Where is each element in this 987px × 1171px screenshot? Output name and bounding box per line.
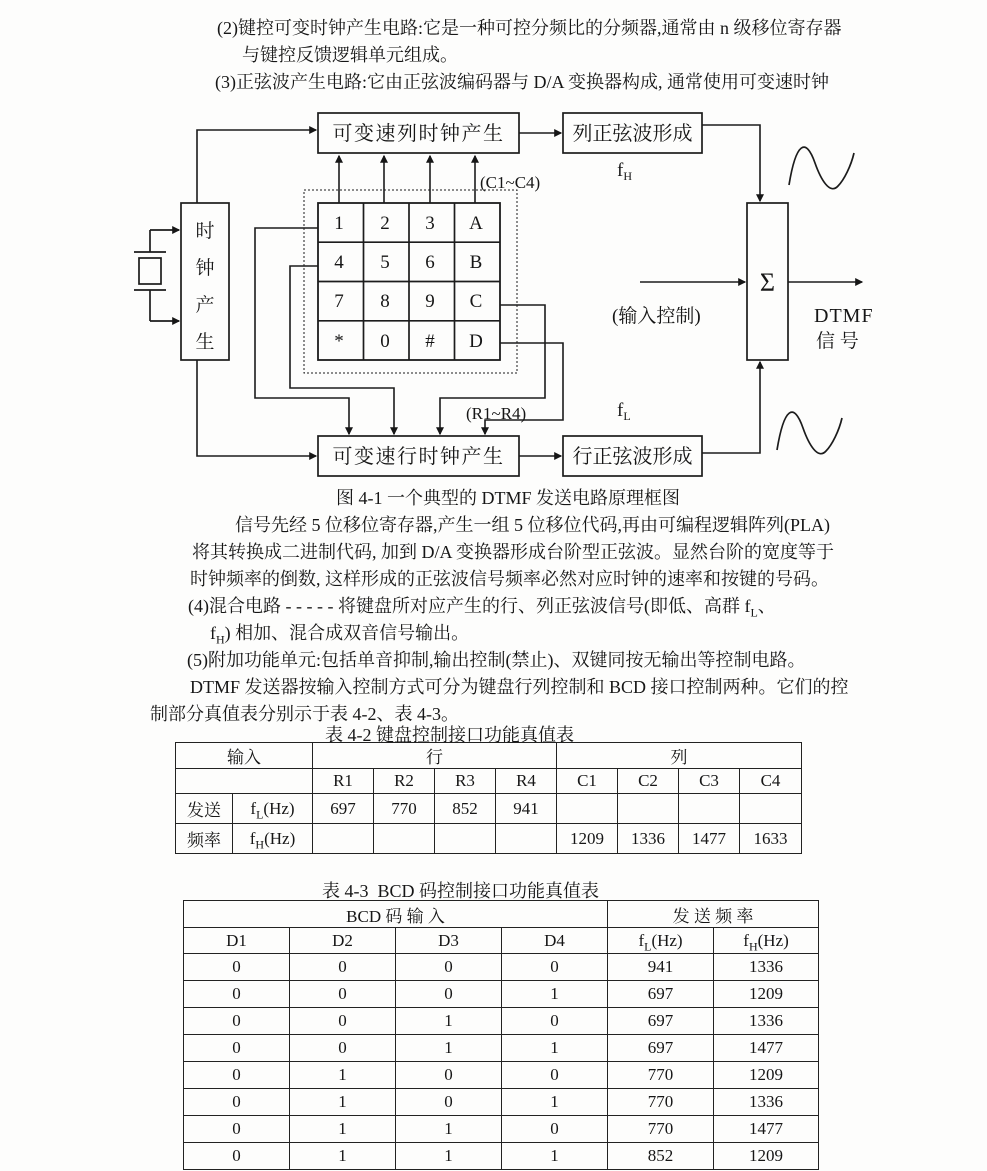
svg-text:3: 3 [425, 213, 435, 234]
header-cell: D2 [290, 928, 396, 954]
svg-text:6: 6 [425, 252, 435, 273]
svg-text:生: 生 [195, 332, 215, 353]
header-cell: R3 [435, 769, 496, 794]
header-cell: 输入 [176, 743, 313, 769]
intro-line-3: (3)正弦波产生电路:它由正弦波编码器与 D/A 变换器构成, 通常使用可变速时钟 [215, 72, 829, 92]
data-cell: 0 [184, 1062, 290, 1089]
data-cell: 1 [396, 1008, 502, 1035]
data-cell: 941 [496, 794, 557, 824]
header-cell: D3 [396, 928, 502, 954]
svg-text:D: D [469, 331, 483, 352]
dtmf-output-label: DTMF [814, 305, 874, 327]
data-cell: 1 [290, 1116, 396, 1143]
table-4-3-title: 表 4-3 BCD 码控制接口功能真值表 [322, 881, 600, 901]
data-cell: 0 [290, 954, 396, 981]
data-cell: 852 [435, 794, 496, 824]
data-cell: 770 [608, 1116, 714, 1143]
data-cell: 1209 [714, 1143, 819, 1170]
table-4-2 [175, 742, 802, 854]
data-cell: 1 [502, 981, 608, 1008]
data-cell: 0 [396, 981, 502, 1008]
data-cell: 0 [396, 954, 502, 981]
svg-text:5: 5 [380, 252, 390, 273]
data-cell: 1 [396, 1116, 502, 1143]
row-range-label: (R1~R4) [466, 404, 527, 423]
data-cell: 697 [608, 1008, 714, 1035]
row-clock-label: 可变速行时钟产生 [332, 446, 505, 468]
header-cell: $f_H(Hz)$ [714, 928, 819, 954]
sine-wave-low-icon [777, 412, 842, 454]
data-cell: 0 [184, 954, 290, 981]
data-cell: 0 [290, 1008, 396, 1035]
data-cell [679, 794, 740, 824]
data-cell: 0 [290, 981, 396, 1008]
svg-text:7: 7 [334, 291, 344, 312]
data-cell: 0 [184, 1143, 290, 1170]
data-cell: 1633 [740, 824, 802, 854]
data-cell: 1 [290, 1089, 396, 1116]
body-line-3: 时钟频率的倒数, 这样形成的正弦波信号频率必然对应时钟的速率和按键的号码。 [190, 569, 829, 589]
body-line-7: DTMF 发送器按输入控制方式可分为键盘行列控制和 BCD 接口控制两种。它们的控 [190, 677, 849, 697]
svg-text:1: 1 [334, 213, 344, 234]
header-cell: C3 [679, 769, 740, 794]
svg-text:A: A [469, 213, 483, 234]
data-cell [496, 824, 557, 854]
data-cell [557, 794, 618, 824]
svg-text:0: 0 [380, 331, 390, 352]
data-cell: 1209 [557, 824, 618, 854]
data-cell: 1 [502, 1089, 608, 1116]
figure-4-1-diagram [0, 100, 987, 480]
intro-line-1: (2)键控可变时钟产生电路:它是一种可控分频比的分频器,通常由 n 级移位寄存器 [217, 18, 842, 38]
dtmf-output-label-2: 信 号 [816, 331, 859, 352]
data-cell: 1 [396, 1143, 502, 1170]
svg-text:9: 9 [425, 291, 435, 312]
data-cell: 697 [608, 981, 714, 1008]
data-cell: 0 [184, 1089, 290, 1116]
data-cell: 1477 [714, 1116, 819, 1143]
header-cell: C2 [618, 769, 679, 794]
input-control-label: (输入控制) [612, 306, 701, 327]
header-cell: C1 [557, 769, 618, 794]
data-cell: 852 [608, 1143, 714, 1170]
svg-text:8: 8 [380, 291, 390, 312]
header-cell: D4 [502, 928, 608, 954]
header-cell: 行 [313, 743, 557, 769]
svg-text:#: # [425, 331, 435, 352]
data-cell: 1336 [714, 1089, 819, 1116]
data-cell [740, 794, 802, 824]
data-cell: 0 [502, 1116, 608, 1143]
svg-text:2: 2 [380, 213, 390, 234]
header-cell: 发 送 频 率 [608, 901, 819, 928]
intro-line-2: 与键控反馈逻辑单元组成。 [242, 45, 458, 65]
svg-text:C: C [469, 291, 483, 312]
svg-text:产: 产 [195, 295, 215, 316]
svg-text:时: 时 [195, 221, 215, 242]
row-label-cell: 频率 [176, 824, 233, 854]
header-cell: R2 [374, 769, 435, 794]
row-sine-label: 行正弦波形成 [572, 446, 693, 468]
data-cell: 1336 [618, 824, 679, 854]
data-cell: 770 [374, 794, 435, 824]
svg-text:4: 4 [334, 252, 344, 273]
body-line-4: (4)混合电路 - - - - - 将键盘所对应产生的行、列正弦波信号(即低、高群 $f_L$、 [188, 596, 776, 620]
figure-caption: 图 4-1 一个典型的 DTMF 发送电路原理框图 [336, 488, 681, 508]
data-cell: 0 [290, 1035, 396, 1062]
header-cell: 列 [557, 743, 802, 769]
table-4-3 [183, 900, 819, 1170]
data-cell [618, 794, 679, 824]
header-cell [176, 769, 313, 794]
data-cell: 1336 [714, 1008, 819, 1035]
data-cell: 0 [184, 981, 290, 1008]
sine-wave-high-icon [789, 147, 854, 189]
body-line-6: (5)附加功能单元:包括单音抑制,输出控制(禁止)、双键同按无输出等控制电路。 [187, 650, 806, 670]
data-cell: 0 [396, 1089, 502, 1116]
data-cell: 0 [502, 1008, 608, 1035]
header-cell: $f_L(Hz)$ [608, 928, 714, 954]
svg-text:*: * [334, 331, 344, 352]
data-cell: 1 [290, 1062, 396, 1089]
header-cell: D1 [184, 928, 290, 954]
col-sine-label: 列正弦波形成 [572, 123, 693, 145]
crystal-oscillator-icon [134, 230, 179, 321]
data-cell: 0 [396, 1062, 502, 1089]
data-cell: 941 [608, 954, 714, 981]
data-cell: 770 [608, 1062, 714, 1089]
header-cell: BCD 码 输 入 [184, 901, 608, 928]
data-cell: 1209 [714, 1062, 819, 1089]
table-4-2-title: 表 4-2 键盘控制接口功能真值表 [325, 725, 574, 745]
data-cell: 0 [184, 1116, 290, 1143]
data-cell: 1 [396, 1035, 502, 1062]
data-cell: 1477 [679, 824, 740, 854]
row-label-cell: $f_H(Hz)$ [233, 824, 313, 854]
body-line-2: 将其转换成二进制代码, 加到 D/A 变换器形成台阶型正弦波。显然台阶的宽度等于 [192, 542, 835, 562]
fl-label: $f_L$ [617, 400, 631, 423]
col-clock-label: 可变速列时钟产生 [332, 123, 505, 145]
data-cell: 697 [608, 1035, 714, 1062]
data-cell [313, 824, 374, 854]
data-cell: 1 [502, 1143, 608, 1170]
sum-symbol: Σ [759, 268, 776, 297]
data-cell: 0 [502, 1062, 608, 1089]
data-cell [435, 824, 496, 854]
data-cell: 1336 [714, 954, 819, 981]
body-line-8: 制部分真值表分别示于表 4-2、表 4-3。 [150, 704, 459, 724]
body-line-5: $f_H$) 相加、混合成双音信号输出。 [210, 623, 470, 647]
header-cell: R1 [313, 769, 374, 794]
svg-text:钟: 钟 [195, 258, 215, 279]
row-label-cell: $f_L(Hz)$ [233, 794, 313, 824]
column-range-label: (C1~C4) [480, 173, 541, 192]
svg-text:B: B [469, 252, 483, 273]
fh-label: $f_H$ [617, 160, 632, 183]
clock-box-label [195, 220, 214, 353]
header-cell: R4 [496, 769, 557, 794]
data-cell: 1 [502, 1035, 608, 1062]
data-cell: 770 [608, 1089, 714, 1116]
data-cell: 1 [290, 1143, 396, 1170]
data-cell: 0 [184, 1035, 290, 1062]
row-label-cell: 发送 [176, 794, 233, 824]
data-cell: 1209 [714, 981, 819, 1008]
data-cell: 0 [184, 1008, 290, 1035]
data-cell: 1477 [714, 1035, 819, 1062]
data-cell [374, 824, 435, 854]
data-cell: 697 [313, 794, 374, 824]
data-cell: 0 [502, 954, 608, 981]
body-line-1: 信号先经 5 位移位寄存器,产生一组 5 位移位代码,再由可编程逻辑阵列(PLA) [235, 515, 830, 535]
header-cell: C4 [740, 769, 802, 794]
